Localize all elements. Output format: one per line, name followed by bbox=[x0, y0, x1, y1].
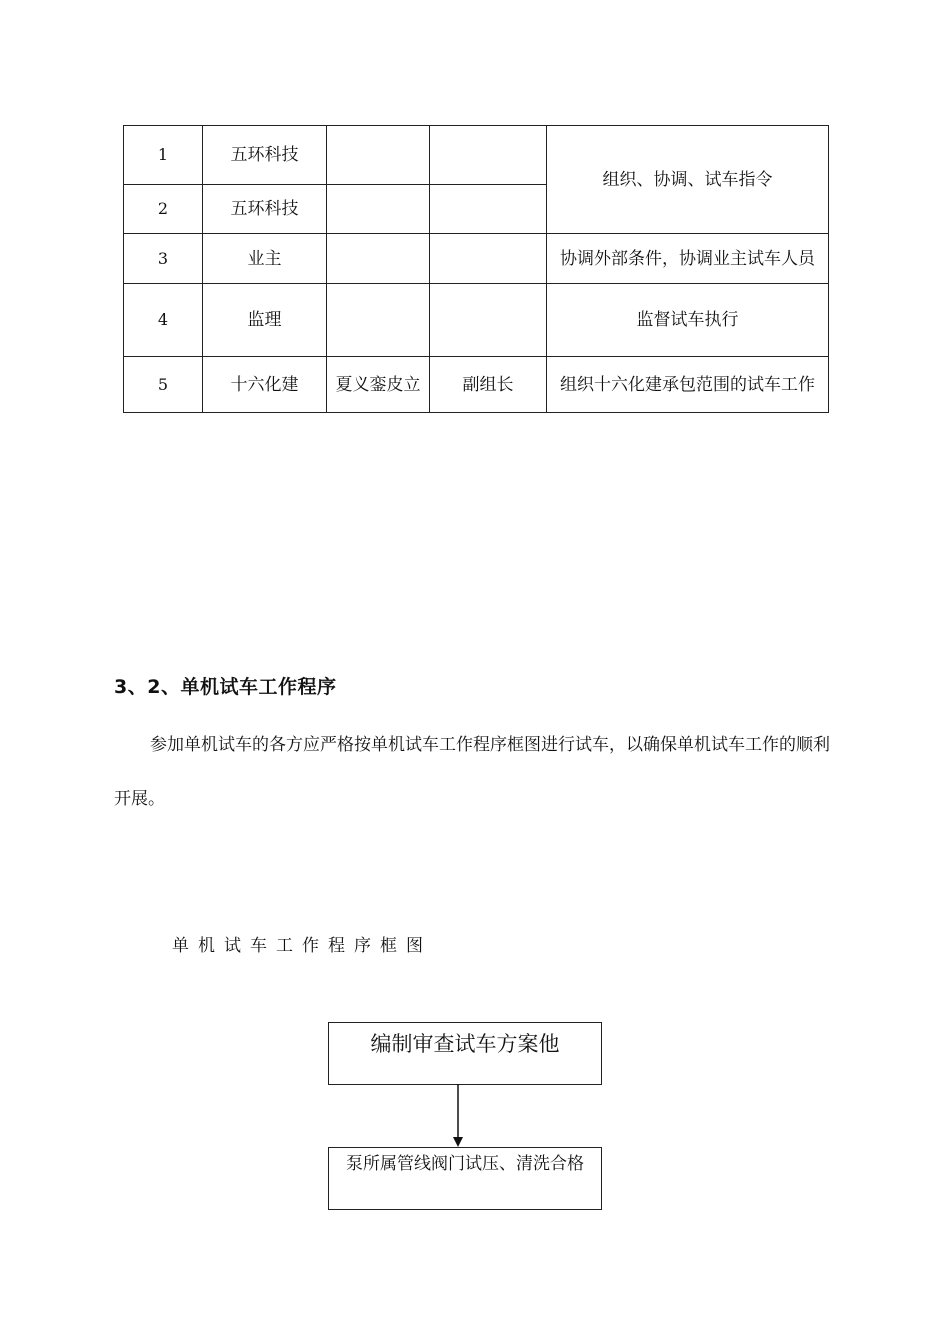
duty-cell: 组织、协调、试车指令 bbox=[547, 126, 829, 234]
role-cell bbox=[430, 234, 547, 284]
name-cell bbox=[327, 185, 430, 234]
role-cell bbox=[430, 126, 547, 185]
row-number: 5 bbox=[124, 357, 203, 413]
unit-cell: 五环科技 bbox=[203, 185, 327, 234]
flowchart-title: 单机试车工作程序框图 bbox=[172, 936, 432, 956]
role-cell bbox=[430, 185, 547, 234]
duty-cell: 组织十六化建承包范围的试车工作 bbox=[547, 357, 829, 413]
unit-cell: 业主 bbox=[203, 234, 327, 284]
flow-arrow bbox=[450, 1084, 466, 1148]
section-heading: 3、2、单机试车工作程序 bbox=[114, 676, 337, 698]
unit-cell: 监理 bbox=[203, 284, 327, 357]
unit-cell: 五环科技 bbox=[203, 126, 327, 185]
name-cell bbox=[327, 126, 430, 185]
unit-cell: 十六化建 bbox=[203, 357, 327, 413]
flowchart-step: 泵所属管线阀门试压、清洗合格 bbox=[328, 1147, 602, 1210]
row-number: 1 bbox=[124, 126, 203, 185]
table-row bbox=[124, 126, 829, 185]
name-cell bbox=[327, 284, 430, 357]
role-cell bbox=[430, 284, 547, 357]
role-cell: 副组长 bbox=[430, 357, 547, 413]
org-table bbox=[123, 125, 829, 413]
row-number: 4 bbox=[124, 284, 203, 357]
name-cell bbox=[327, 234, 430, 284]
duty-cell: 协调外部条件，协调业主试车人员 bbox=[547, 234, 829, 284]
flowchart-step: 编制审查试车方案他 bbox=[328, 1022, 602, 1085]
table-row bbox=[124, 284, 829, 357]
section-paragraph: 参加单机试车的各方应严格按单机试车工作程序框图进行试车，以确保单机试车工作的顺利开展。 bbox=[114, 735, 830, 809]
table-row bbox=[124, 357, 829, 413]
table-row bbox=[124, 234, 829, 284]
name-cell: 夏义銮皮立 bbox=[327, 357, 430, 413]
duty-cell: 监督试车执行 bbox=[547, 284, 829, 357]
row-number: 2 bbox=[124, 185, 203, 234]
row-number: 3 bbox=[124, 234, 203, 284]
